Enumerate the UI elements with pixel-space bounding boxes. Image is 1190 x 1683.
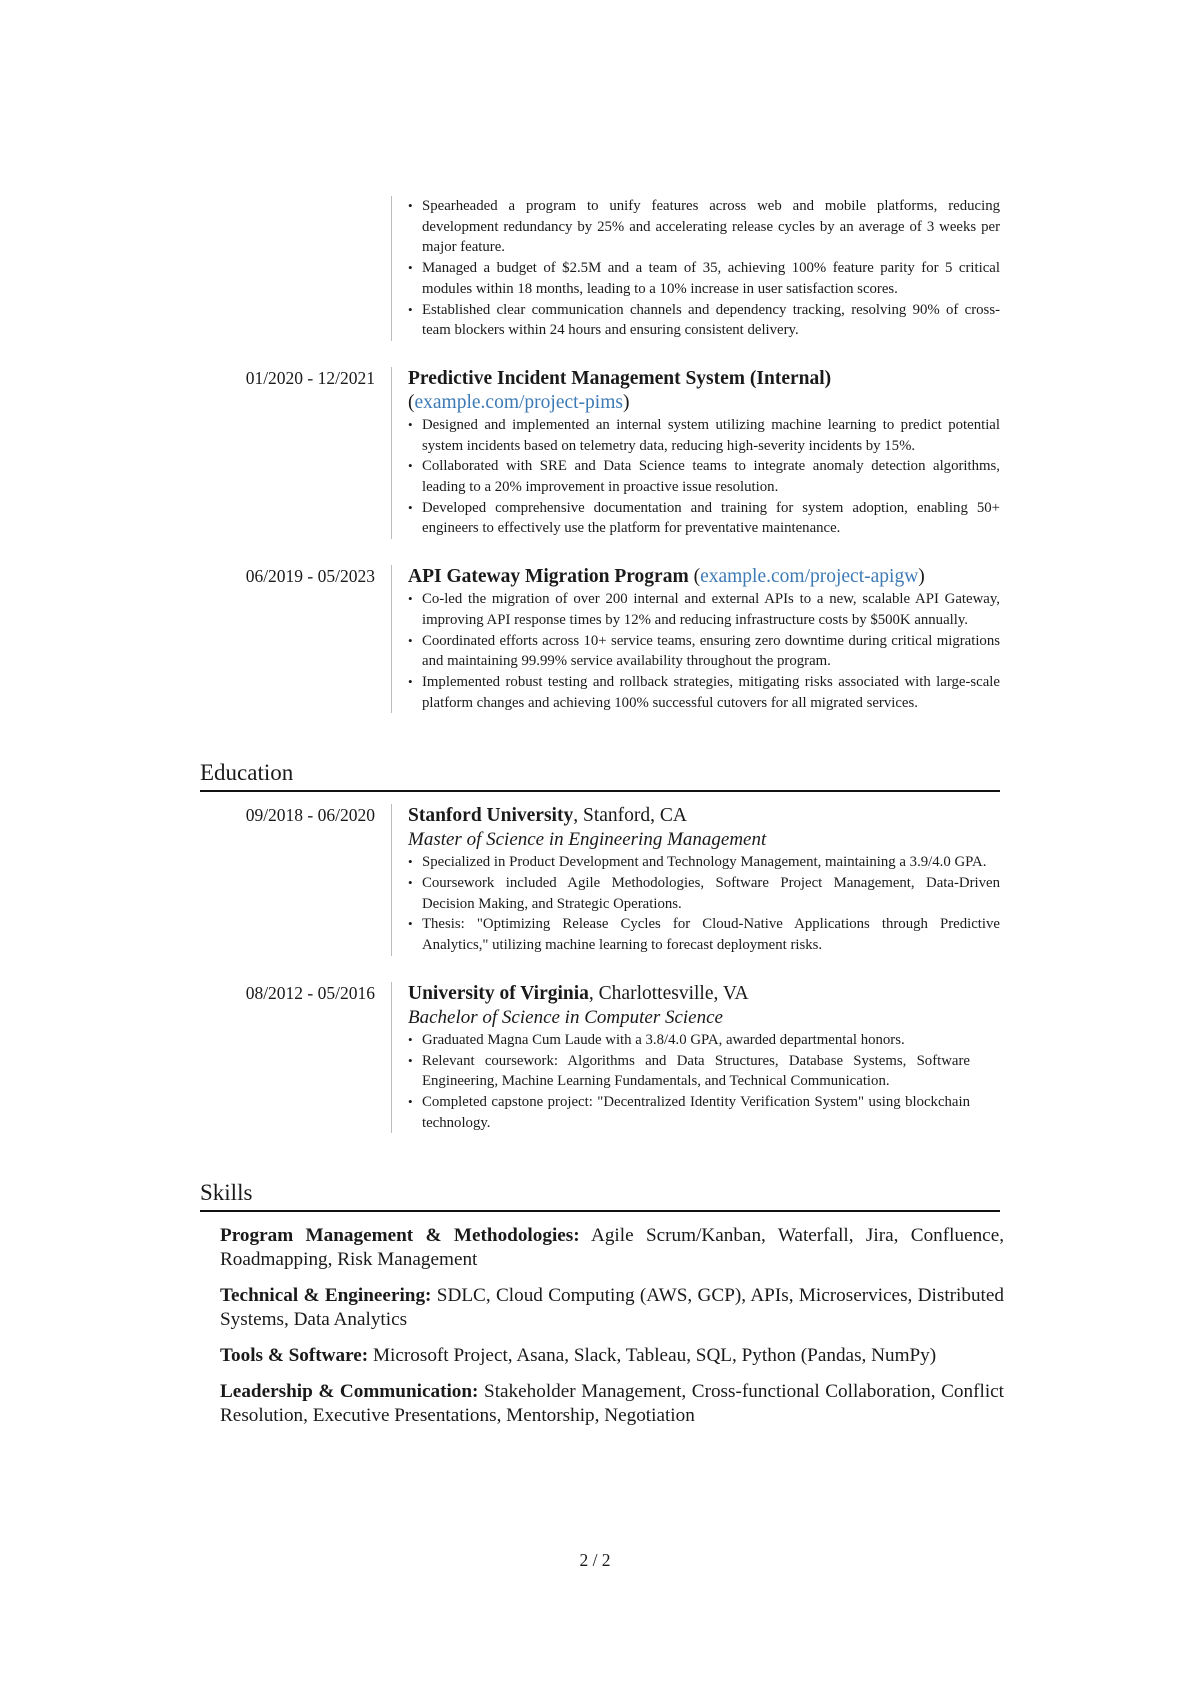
entry-date: 09/2018 - 06/2020 xyxy=(245,805,375,826)
bullet-item: • Collaborated with SRE and Data Science teams to integrate anomaly detection algorithms, leading to a 20% improvement in proactive issue resolution. xyxy=(408,456,1000,497)
project-name: API Gateway Migration Program xyxy=(408,566,689,588)
entry-date: 08/2012 - 05/2016 xyxy=(245,982,375,1003)
entry-title xyxy=(408,804,1000,828)
bullet-item: • Coursework included Agile Methodologies, Software Project Management, Data-Driven Decision Making, and Strategic Operations. xyxy=(408,873,1000,914)
bullet-list xyxy=(408,415,1000,539)
bullet-list xyxy=(408,852,1000,956)
bullet-item: • Specialized in Product Development and Technology Management, maintaining a 3.9/4.0 GPA. xyxy=(408,852,1000,873)
school-name: University of Virginia xyxy=(408,982,589,1004)
skill-value: Stakeholder Management, Cross-functional Collaboration, Conflict Resolution, Executive Presentations, Mentorship, Negotiation xyxy=(220,1381,1004,1427)
skill-value: Agile Scrum/Kanban, Waterfall, Jira, Confluence, Roadmapping, Risk Management xyxy=(220,1225,1005,1271)
page-number: 2 / 2 xyxy=(579,1550,611,1570)
section-heading-education: Education xyxy=(200,759,1000,792)
bullet-item: • Established clear communication channels and dependency tracking, resolving 90% of cross-team blockers within 24 hours and ensuring consistent delivery. xyxy=(408,300,1000,341)
degree: Bachelor of Science in Computer Science xyxy=(408,1006,723,1028)
entry-title: API Gateway Migration Program (example.com/project-apigw) xyxy=(408,566,925,588)
skill-value: Microsoft Project, Asana, Slack, Tableau, SQL, Python (Pandas, NumPy) xyxy=(368,1345,937,1367)
bullet-list xyxy=(408,1030,970,1134)
bullet-item: • Co-led the migration of over 200 internal and external APIs to a new, scalable API Gateway, improving API response times by 12% and reducing infrastructure costs by $500K annually. xyxy=(408,589,1000,630)
bullet-item: • Managed a budget of $2.5M and a team of 35, achieving 100% feature parity for 5 critical modules within 18 months, leading to a 10% increase in user satisfaction scores. xyxy=(408,258,1000,299)
bullet-item: • Completed capstone project: "Decentralized Identity Verification System" using blockchain technology. xyxy=(408,1092,970,1133)
degree: Master of Science in Engineering Management xyxy=(408,829,767,851)
entry-body xyxy=(391,367,1000,539)
bullet-item: • Spearheaded a program to unify features across web and mobile platforms, reducing development redundancy by 25% and accelerating release cycles by an average of 3 weeks per major feature. xyxy=(408,196,1000,258)
bullet-item: • Designed and implemented an internal system utilizing machine learning to predict potential system incidents based on telemetry data, reducing high-severity incidents by 15%. xyxy=(408,415,1000,456)
skill-line xyxy=(220,1284,1004,1332)
experience-entry xyxy=(200,196,1000,351)
entry-title: Predictive Incident Management System (Internal) (example.com/project-pims) xyxy=(408,367,832,413)
skill-label: Leadership & Communication: xyxy=(220,1381,479,1403)
entry-body xyxy=(391,804,1000,956)
bullet-item: • Coordinated efforts across 10+ service teams, ensuring zero downtime during critical migrations and maintaining 99.99% service availability throughout the program. xyxy=(408,631,1000,672)
skill-line xyxy=(220,1380,1004,1428)
education-entry xyxy=(200,982,1000,1144)
bullet-list xyxy=(408,196,1000,341)
skill-label: Program Management & Methodologies: xyxy=(220,1225,580,1247)
entry-title xyxy=(408,982,1000,1006)
entry-body xyxy=(391,196,1000,341)
project-name: Predictive Incident Management System (Internal) xyxy=(408,367,832,389)
skill-label: Technical & Engineering: xyxy=(220,1285,432,1307)
school-location: , Charlottesville, VA xyxy=(588,982,749,1004)
project-link[interactable]: example.com/project-pims xyxy=(414,391,623,413)
bullet-item: • Relevant coursework: Algorithms and Data Structures, Database Systems, Software Engineering, Machine Learning Fundamentals, and Technical Communication. xyxy=(408,1051,970,1092)
education-entry xyxy=(200,804,1000,966)
skill-line xyxy=(220,1344,1004,1368)
skills-list xyxy=(200,1224,1005,1428)
experience-entry xyxy=(200,367,1000,549)
bullet-item: • Thesis: "Optimizing Release Cycles for Cloud-Native Applications through Predictive Analytics," utilizing machine learning to forecast deployment risks. xyxy=(408,914,1000,955)
entry-date xyxy=(200,196,391,351)
bullet-list xyxy=(408,589,1000,713)
bullet-item: • Developed comprehensive documentation and training for system adoption, enabling 50+ engineers to effectively use the platform for preventative maintenance. xyxy=(408,498,1000,539)
skill-value: SDLC, Cloud Computing (AWS, GCP), APIs, Microservices, Distributed Systems, Data Analytics xyxy=(220,1285,1004,1331)
resume-content xyxy=(200,196,1005,1440)
entry-body xyxy=(391,982,1000,1134)
entry-date: 06/2019 - 05/2023 xyxy=(245,566,375,587)
bullet-item: • Implemented robust testing and rollback strategies, mitigating risks associated with large-scale platform changes and achieving 100% successful cutovers for all migrated services. xyxy=(408,672,1000,713)
skill-line xyxy=(220,1224,1004,1272)
section-heading-skills: Skills xyxy=(200,1179,1000,1212)
bullet-item: • Graduated Magna Cum Laude with a 3.8/4.0 GPA, awarded departmental honors. xyxy=(408,1030,970,1051)
entry-body xyxy=(391,565,1000,713)
experience-entry xyxy=(200,565,1000,723)
school-location: , Stanford, CA xyxy=(573,805,687,827)
project-link[interactable]: example.com/project-apigw xyxy=(700,566,919,588)
school-name: Stanford University xyxy=(408,805,574,827)
skill-label: Tools & Software: xyxy=(220,1345,369,1367)
entry-date: 01/2020 - 12/2021 xyxy=(245,367,375,388)
